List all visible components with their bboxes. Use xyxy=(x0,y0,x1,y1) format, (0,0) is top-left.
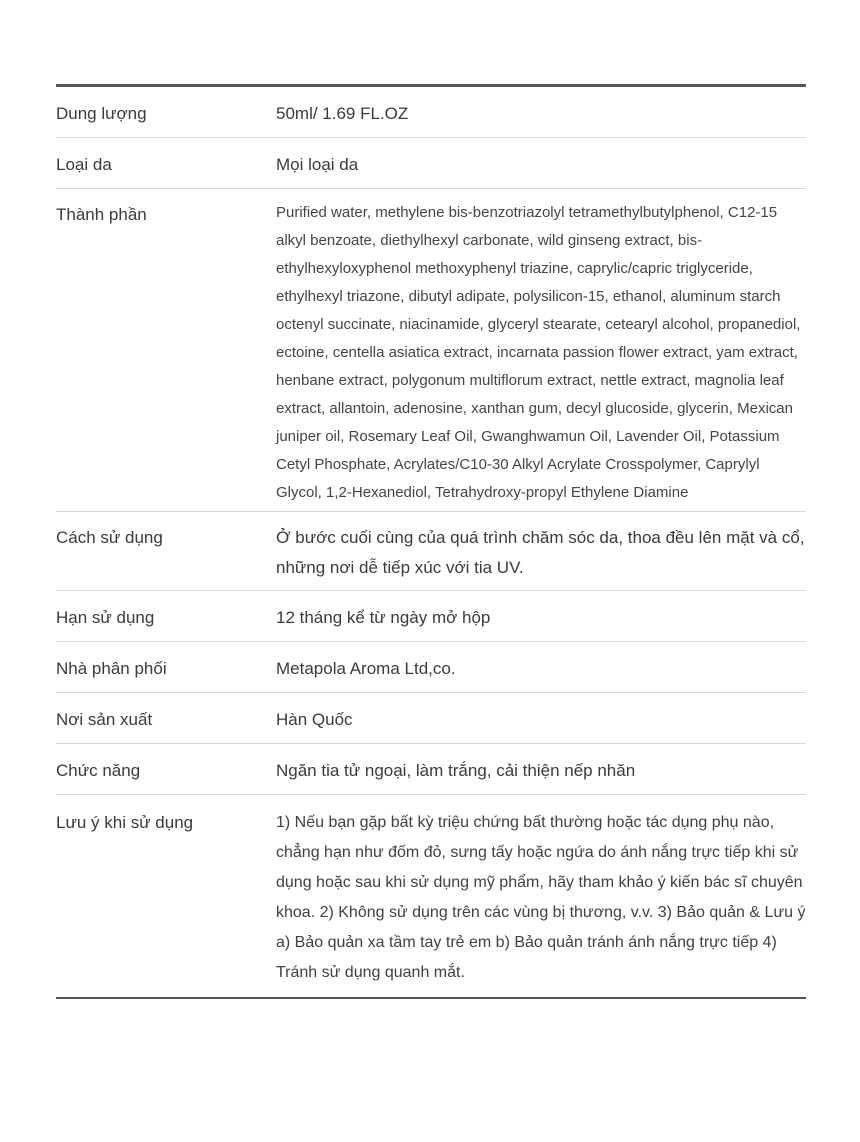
row-value-expiry: 12 tháng kể từ ngày mở hộp xyxy=(276,608,491,627)
row-label-distributor: Nhà phân phối xyxy=(56,659,167,678)
row-label-skin-type: Loại da xyxy=(56,155,112,174)
table-row xyxy=(56,512,810,591)
row-value-skin-type: Mọi loại da xyxy=(276,155,359,174)
row-value-warnings: 1) Nếu bạn gặp bất kỳ triệu chứng bất thường hoặc tác dụng phụ nào, chẳng hạn như đốm đỏ, sưng tấy hoặc ngứa do ánh nắng trực tiếp khi sử dụng hoặc sau khi sử dụng mỹ phẩm, hãy tham khảo ý kiến bác sĩ chuyên khoa. 2) Không sử dụng trên các vùng bị thương, v.v. 3) Bảo quản & Lưu ý a) Bảo quản xa tầm tay trẻ em b) Bảo quản tránh ánh nắng trực tiếp 4) Tránh sử dụng quanh mắt. xyxy=(276,814,810,981)
row-label-expiry: Hạn sử dụng xyxy=(56,608,155,627)
row-value-function: Ngăn tia tử ngoại, làm trắng, cải thiện nếp nhăn xyxy=(276,761,636,780)
row-label-capacity: Dung lượng xyxy=(56,104,147,123)
row-value-ingredients: Purified water, methylene bis-benzotriazolyl tetramethylbutylphenol, C12-15 alkyl benzoate, diethylhexyl carbonate, wild ginseng extract, bis-ethylhexyloxyphenol methoxyphenyl triazine, caprylic/capric triglyceride, ethylhexyl triazone, dibutyl adipate, polysilicon-15, ethanol, aluminum starch octenyl succinate, niacinamide, glyceryl stearate, cetearyl alcohol, propanediol, ectoine, centella asiatica extract, incarnata passion flower extract, yam extract, henbane extract, polygonum multiflorum extract, nettle extract, magnolia leaf extract, allantoin, adenosine, xanthan gum, decyl glucoside, glycerin, Mexican juniper oil, Rosemary Leaf Oil, Gwanghwamun Oil, Lavender Oil, Potassium Cetyl Phosphate, Acrylates/C10-30 Alkyl Acrylate Crosspolymer, Caprylyl Glycol, 1,2-Hexanediol, Tetrahydroxy-propyl Ethylene Diamine xyxy=(276,204,805,501)
table-row xyxy=(56,138,806,189)
row-label-function: Chức năng xyxy=(56,761,141,780)
row-value-origin: Hàn Quốc xyxy=(276,710,353,729)
row-label-ingredients: Thành phần xyxy=(56,205,147,224)
table-row xyxy=(56,591,806,642)
table-row xyxy=(56,189,806,512)
row-label-usage: Cách sử dụng xyxy=(56,528,163,547)
row-value-capacity: 50ml/ 1.69 FL.OZ xyxy=(276,104,409,123)
product-spec-table xyxy=(56,84,810,999)
row-value-distributor: Metapola Aroma Ltd,co. xyxy=(276,659,456,678)
table-row xyxy=(56,642,806,693)
table-row xyxy=(56,87,806,138)
table-row xyxy=(56,795,810,997)
row-label-origin: Nơi sản xuất xyxy=(56,710,153,729)
table-row xyxy=(56,744,806,795)
row-label-warnings: Lưu ý khi sử dụng xyxy=(56,813,194,832)
table-row xyxy=(56,693,806,744)
row-value-usage: Ở bước cuối cùng của quá trình chăm sóc da, thoa đều lên mặt và cổ, những nơi dễ tiếp xúc với tia UV. xyxy=(276,528,810,577)
